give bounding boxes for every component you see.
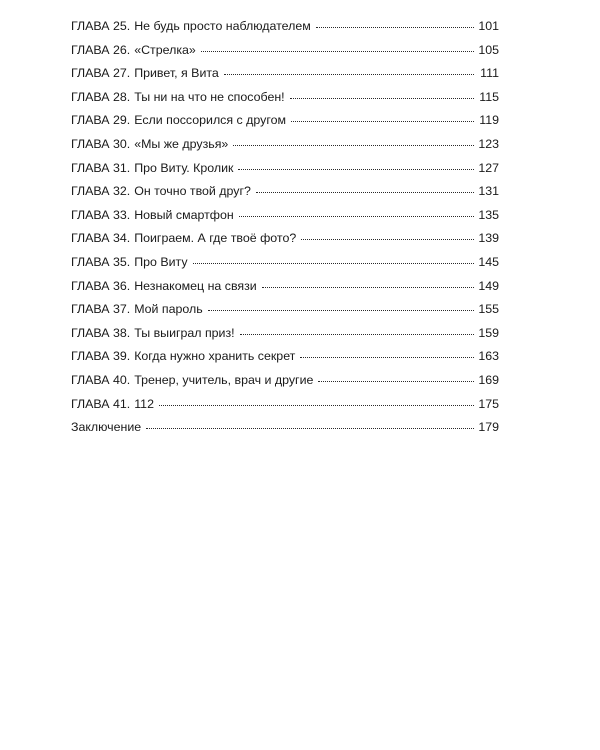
toc-entry (71, 109, 499, 133)
toc-entry-title (71, 251, 190, 275)
toc-chapter-number: ГЛАВА 40. (71, 372, 131, 387)
table-of-contents (71, 15, 499, 440)
toc-chapter-name: Когда нужно хранить секрет (134, 349, 296, 364)
toc-page-number: 179 (478, 420, 499, 435)
toc-page-number: 127 (478, 160, 499, 175)
toc-entry (71, 39, 499, 63)
toc-chapter-name: Про Виту. Кролик (134, 160, 234, 175)
toc-dot-leader (300, 357, 474, 358)
toc-page-number: 149 (478, 278, 499, 293)
toc-entry (71, 227, 499, 251)
toc-entry (71, 369, 499, 393)
toc-dot-leader (233, 145, 474, 146)
toc-chapter-number: ГЛАВА 31. (71, 160, 131, 175)
toc-chapter-name: 112 (134, 396, 154, 411)
toc-dot-leader (159, 405, 474, 406)
toc-chapter-number: ГЛАВА 25. (71, 19, 131, 33)
toc-dot-leader (240, 334, 474, 335)
toc-chapter-name: Ты ни на что не способен! (134, 89, 285, 104)
toc-entry (71, 15, 499, 39)
toc-entry (71, 322, 499, 346)
toc-chapter-name: Тренер, учитель, врач и другие (134, 372, 314, 387)
toc-dot-leader (146, 428, 474, 429)
toc-entry (71, 393, 499, 417)
toc-page-number: 135 (478, 207, 499, 222)
toc-dot-leader (291, 121, 474, 122)
toc-chapter-name: Поиграем. А где твоё фото? (134, 231, 297, 246)
toc-entry (71, 204, 499, 228)
toc-chapter-number: ГЛАВА 27. (71, 66, 131, 81)
toc-entry-title (71, 298, 205, 322)
toc-page-number: 163 (478, 349, 499, 364)
toc-entry-title (71, 322, 237, 346)
toc-chapter-name: Незнакомец на связи (134, 278, 257, 293)
toc-chapter-number: ГЛАВА 41. (71, 396, 131, 411)
toc-entry-title (71, 369, 315, 393)
toc-chapter-number: ГЛАВА 28. (71, 89, 131, 104)
toc-entry (71, 180, 499, 204)
toc-chapter-name: Он точно твой друг? (134, 184, 251, 199)
toc-chapter-number: ГЛАВА 33. (71, 207, 131, 222)
toc-entry (71, 157, 499, 181)
toc-chapter-number: ГЛАВА 34. (71, 231, 131, 246)
toc-dot-leader (256, 192, 474, 193)
toc-entry-title (71, 393, 156, 417)
toc-chapter-name: «Стрелка» (134, 42, 196, 57)
toc-entry (71, 298, 499, 322)
toc-chapter-name: Новый смартфон (134, 207, 234, 222)
toc-dot-leader (239, 216, 474, 217)
toc-page-number: 123 (478, 136, 499, 151)
toc-entry-title (71, 204, 236, 228)
toc-page-number: 159 (478, 325, 499, 340)
toc-page-number: 175 (478, 396, 499, 411)
toc-page-number: 155 (478, 302, 499, 317)
toc-entry-title (71, 275, 259, 299)
toc-chapter-name: Заключение (71, 420, 142, 435)
toc-chapter-number: ГЛАВА 26. (71, 42, 131, 57)
toc-entry (71, 416, 499, 440)
toc-dot-leader (224, 74, 474, 75)
toc-chapter-name: «Мы же друзья» (134, 136, 229, 151)
toc-entry-title (71, 39, 198, 63)
toc-entry (71, 133, 499, 157)
toc-entry-title (71, 157, 235, 181)
toc-chapter-name: Ты выиграл приз! (134, 325, 235, 340)
toc-chapter-number: ГЛАВА 36. (71, 278, 131, 293)
toc-dot-leader (318, 381, 474, 382)
toc-chapter-number: ГЛАВА 32. (71, 184, 131, 199)
toc-entry-title (71, 227, 298, 251)
toc-entry (71, 275, 499, 299)
toc-entry (71, 86, 499, 110)
toc-entry-title (71, 109, 288, 133)
toc-chapter-name: Про Виту (134, 254, 188, 269)
toc-entry-title (71, 86, 287, 110)
toc-entry-title (71, 345, 297, 369)
toc-page-number: 139 (478, 231, 499, 246)
toc-page-number: 105 (478, 42, 499, 57)
toc-dot-leader (262, 287, 474, 288)
toc-dot-leader (193, 263, 474, 264)
toc-dot-leader (208, 310, 474, 311)
toc-chapter-number: ГЛАВА 35. (71, 254, 131, 269)
toc-page-number: 115 (479, 89, 499, 104)
toc-chapter-number: ГЛАВА 38. (71, 325, 131, 340)
toc-page-number: 169 (478, 372, 499, 387)
toc-chapter-number: ГЛАВА 29. (71, 113, 131, 128)
toc-chapter-name: Если поссорился с другом (134, 113, 287, 128)
toc-entry-title (71, 180, 253, 204)
toc-chapter-number: ГЛАВА 39. (71, 349, 131, 364)
toc-entry (71, 251, 499, 275)
toc-entry-title (71, 62, 221, 86)
toc-dot-leader (201, 51, 474, 52)
toc-chapter-name: Не будь просто наблюдателем (134, 19, 311, 33)
toc-chapter-name: Привет, я Вита (134, 66, 219, 81)
toc-chapter-number: ГЛАВА 30. (71, 136, 131, 151)
toc-dot-leader (316, 27, 474, 28)
toc-dot-leader (238, 169, 474, 170)
toc-page-number: 145 (478, 254, 499, 269)
toc-chapter-name: Мой пароль (134, 302, 203, 317)
toc-dot-leader (301, 239, 474, 240)
toc-entry-title (71, 15, 313, 39)
toc-entry-title (71, 133, 230, 157)
toc-entry (71, 62, 499, 86)
toc-page-number: 111 (480, 66, 499, 81)
toc-chapter-number: ГЛАВА 37. (71, 302, 131, 317)
toc-page-number: 119 (479, 113, 499, 128)
toc-page-number: 101 (478, 19, 499, 33)
toc-dot-leader (290, 98, 474, 99)
toc-entry (71, 345, 499, 369)
toc-page-number: 131 (478, 184, 499, 199)
toc-entry-title (71, 416, 143, 440)
